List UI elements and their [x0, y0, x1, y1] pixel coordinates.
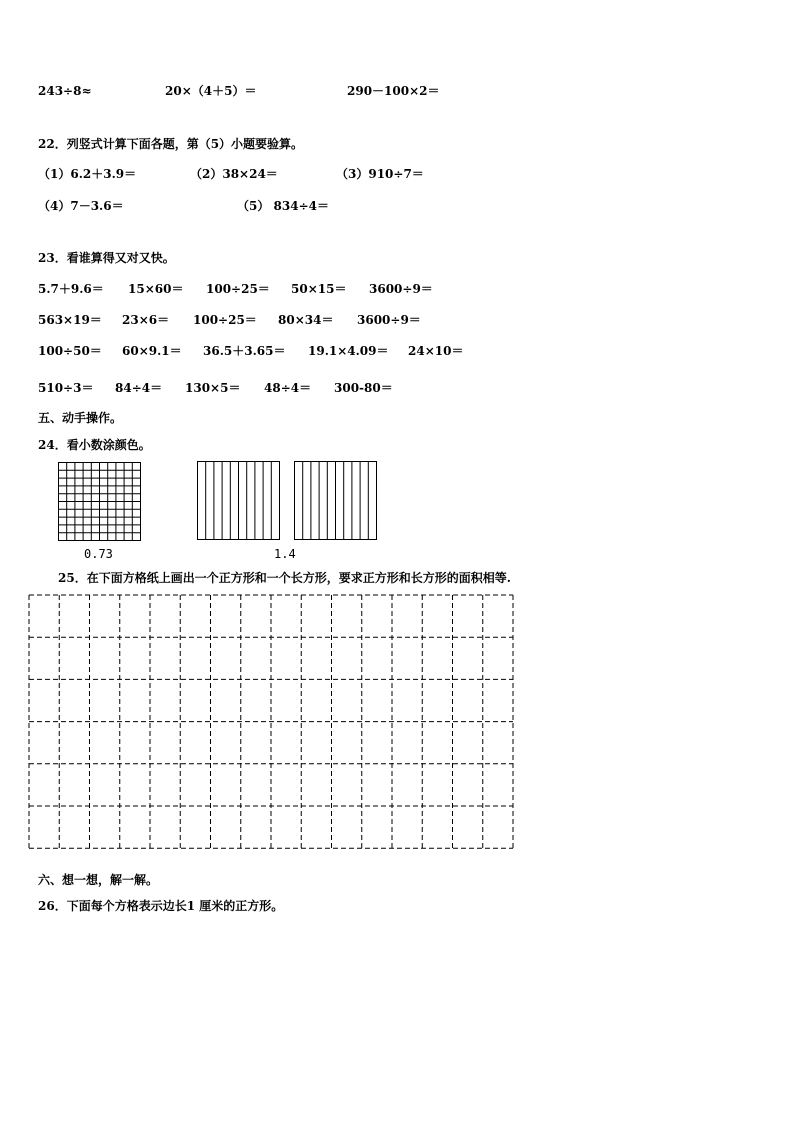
- q23-r2-c5: 3600÷9＝: [357, 313, 421, 327]
- q23-r2-c1: 563×19＝: [38, 313, 102, 327]
- expr-290-minus: 290－100×2＝: [347, 84, 440, 98]
- q23-r1-c1: 5.7＋9.6＝: [38, 282, 104, 296]
- q23-r3-c3: 36.5＋3.65＝: [203, 344, 286, 358]
- q23-r2-c4: 80×34＝: [278, 313, 334, 327]
- q22-item-2: （2）38×24＝: [190, 167, 278, 181]
- q24-title: 24．看小数涂颜色。: [38, 438, 151, 452]
- q22-item-5: （5） 834÷4＝: [237, 199, 329, 213]
- expr-243-div-8: 243÷8≈: [38, 84, 92, 98]
- q23-r3-c2: 60×9.1＝: [122, 344, 182, 358]
- section-6-heading: 六、想一想，解一解。: [38, 873, 159, 887]
- strip-figure-1: [197, 461, 281, 541]
- dashed-grid-paper[interactable]: [28, 594, 516, 852]
- q23-r4-c3: 130×5＝: [185, 381, 241, 395]
- q25-title: 25．在下面方格纸上画出一个正方形和一个长方形，要求正方形和长方形的面积相等.: [58, 571, 511, 585]
- q23-r4-c5: 300-80＝: [334, 381, 393, 395]
- q23-r1-c2: 15×60＝: [128, 282, 184, 296]
- q22-item-1: （1）6.2＋3.9＝: [38, 167, 137, 181]
- expr-20-times-sum: 20×（4＋5）＝: [165, 84, 257, 98]
- q23-r4-c2: 84÷4＝: [115, 381, 163, 395]
- q23-r1-c3: 100÷25＝: [206, 282, 270, 296]
- q22-title: 22．列竖式计算下面各题，第（5）小题要验算。: [38, 137, 304, 151]
- q22-item-4: （4）7－3.6＝: [38, 199, 124, 213]
- q23-r4-c1: 510÷3＝: [38, 381, 94, 395]
- q23-r1-c4: 50×15＝: [291, 282, 347, 296]
- q23-r2-c2: 23×6＝: [122, 313, 170, 327]
- label-0-73: 0.73: [84, 547, 113, 561]
- section-5-heading: 五、动手操作。: [38, 411, 123, 425]
- q26-title: 26．下面每个方格表示边长1 厘米的正方形。: [38, 899, 284, 913]
- strip-figure-2: [294, 461, 378, 541]
- q23-r3-c5: 24×10＝: [408, 344, 464, 358]
- grid-10x10-figure: [58, 462, 142, 542]
- q23-title: 23．看谁算得又对又快。: [38, 251, 175, 265]
- q23-r2-c3: 100÷25＝: [193, 313, 257, 327]
- q23-r3-c1: 100÷50＝: [38, 344, 102, 358]
- label-1-4: 1.4: [274, 547, 296, 561]
- q23-r1-c5: 3600÷9＝: [369, 282, 433, 296]
- q22-item-3: （3）910÷7＝: [336, 167, 424, 181]
- q23-r4-c4: 48÷4＝: [264, 381, 312, 395]
- q23-r3-c4: 19.1×4.09＝: [308, 344, 389, 358]
